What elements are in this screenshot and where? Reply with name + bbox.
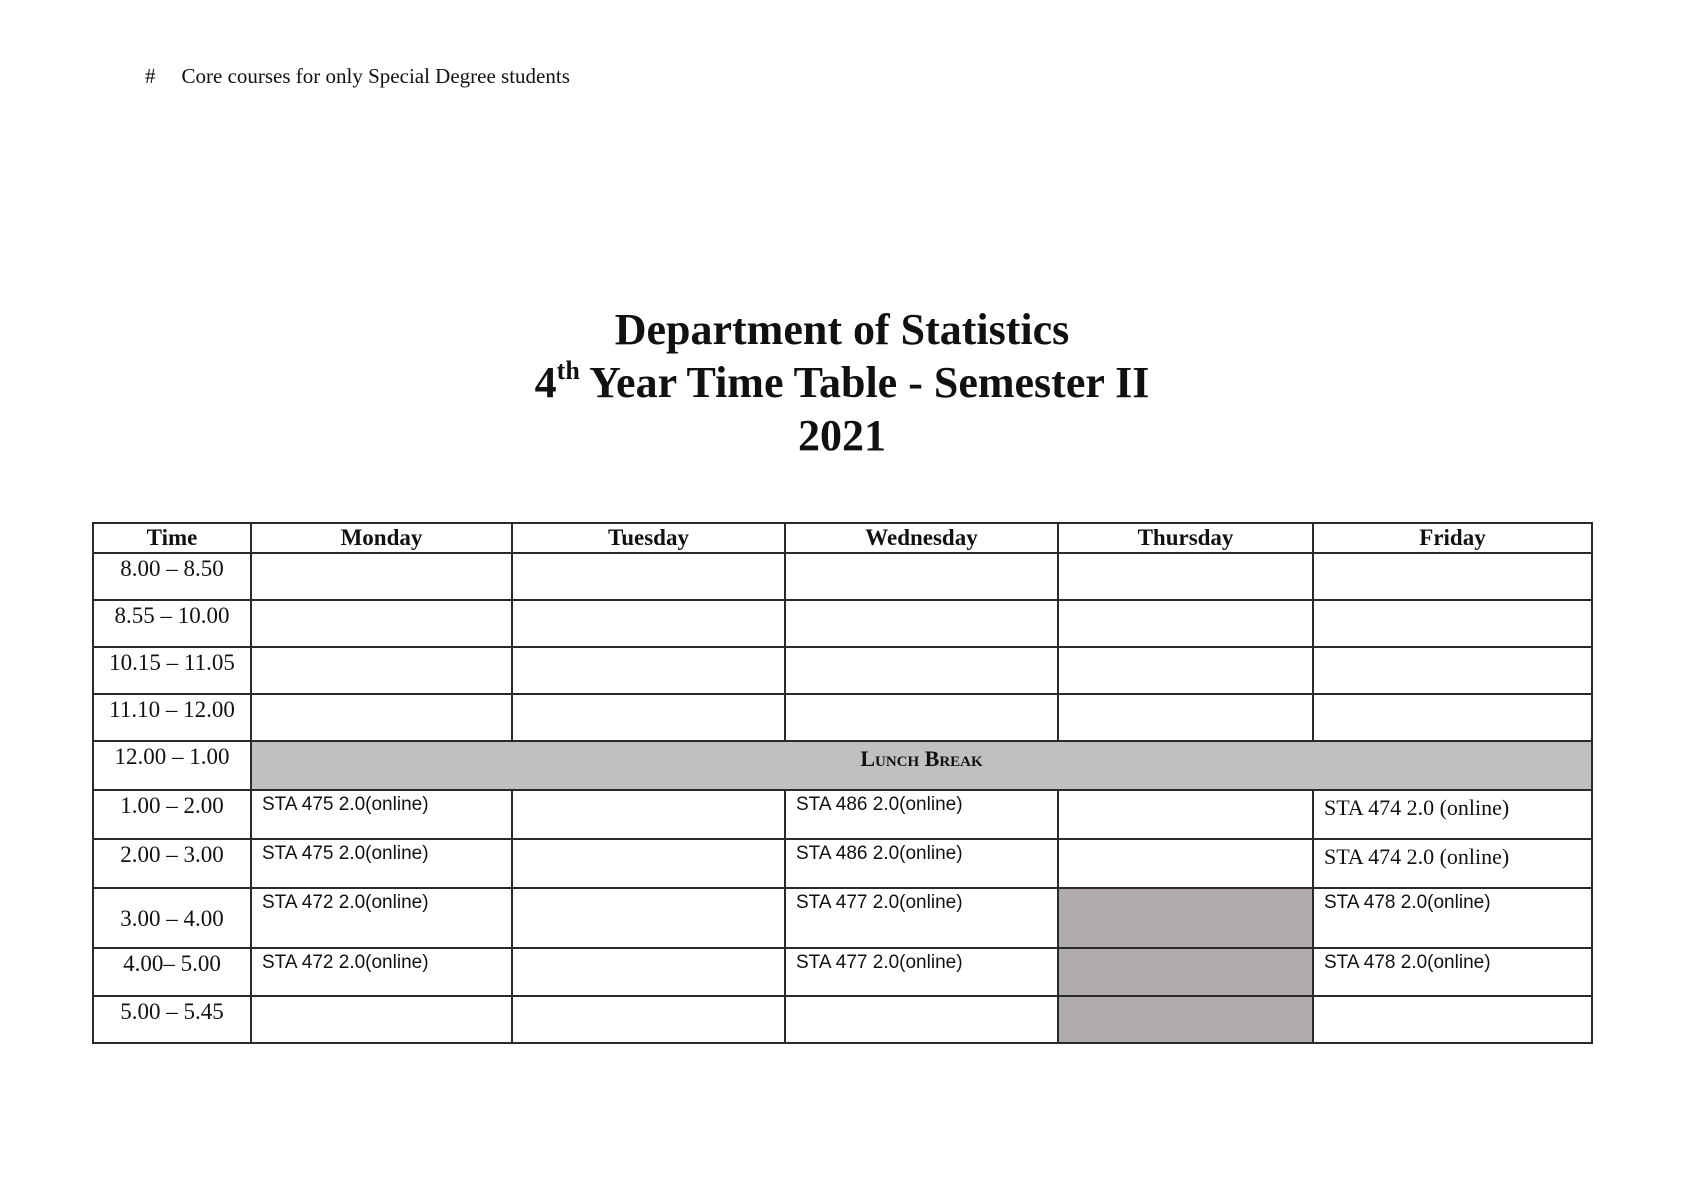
header-wednesday: Wednesday — [785, 523, 1058, 553]
footnote-symbol: # — [145, 64, 156, 88]
tuesday-cell — [512, 790, 785, 839]
table-row — [93, 790, 1592, 839]
thursday-cell — [1058, 600, 1313, 647]
wednesday-cell — [785, 553, 1058, 600]
year-number: 4 — [534, 358, 557, 407]
thursday-blocked-cell — [1058, 948, 1313, 996]
table-row — [93, 888, 1592, 948]
monday-cell — [251, 553, 512, 600]
table-row — [93, 647, 1592, 694]
table-row — [93, 694, 1592, 741]
thursday-cell — [1058, 553, 1313, 600]
tuesday-cell — [512, 948, 785, 996]
monday-cell — [251, 600, 512, 647]
header-monday: Monday — [251, 523, 512, 553]
tuesday-cell — [512, 888, 785, 948]
wednesday-cell: STA 486 2.0(online) — [785, 790, 1058, 839]
time-slot: 2.00 – 3.00 — [93, 839, 251, 888]
table-row — [93, 600, 1592, 647]
monday-cell: STA 475 2.0(online) — [251, 839, 512, 888]
time-slot: 8.00 – 8.50 — [93, 553, 251, 600]
wednesday-cell — [785, 647, 1058, 694]
thursday-cell — [1058, 790, 1313, 839]
friday-cell — [1313, 553, 1592, 600]
monday-cell: STA 472 2.0(online) — [251, 948, 512, 996]
friday-cell — [1313, 600, 1592, 647]
footnote — [145, 64, 570, 89]
tuesday-cell — [512, 647, 785, 694]
academic-year: 2021 — [798, 411, 886, 460]
wednesday-cell: STA 486 2.0(online) — [785, 839, 1058, 888]
timetable — [92, 522, 1593, 1044]
monday-cell: STA 472 2.0(online) — [251, 888, 512, 948]
thursday-blocked-cell — [1058, 996, 1313, 1043]
timetable-subtitle — [0, 356, 1684, 409]
wednesday-cell: STA 477 2.0(online) — [785, 888, 1058, 948]
header-time: Time — [93, 523, 251, 553]
tuesday-cell — [512, 839, 785, 888]
friday-cell: STA 474 2.0 (online) — [1313, 839, 1592, 888]
time-slot: 11.10 – 12.00 — [93, 694, 251, 741]
wednesday-cell: STA 477 2.0(online) — [785, 948, 1058, 996]
table-row — [93, 839, 1592, 888]
thursday-cell — [1058, 647, 1313, 694]
wednesday-cell — [785, 694, 1058, 741]
wednesday-cell — [785, 996, 1058, 1043]
tuesday-cell — [512, 600, 785, 647]
monday-cell — [251, 694, 512, 741]
header-row — [93, 523, 1592, 553]
document-title — [0, 303, 1684, 462]
lunch-break-cell: Lunch Break — [251, 741, 1592, 790]
friday-cell — [1313, 996, 1592, 1043]
table-row — [93, 948, 1592, 996]
lunch-row — [93, 741, 1592, 790]
thursday-blocked-cell — [1058, 888, 1313, 948]
friday-cell: STA 478 2.0(online) — [1313, 888, 1592, 948]
friday-cell: STA 474 2.0 (online) — [1313, 790, 1592, 839]
monday-cell — [251, 647, 512, 694]
footnote-text: Core courses for only Special Degree students — [181, 64, 570, 88]
time-slot: 3.00 – 4.00 — [93, 888, 251, 948]
wednesday-cell — [785, 600, 1058, 647]
friday-cell — [1313, 694, 1592, 741]
monday-cell — [251, 996, 512, 1043]
tuesday-cell — [512, 553, 785, 600]
monday-cell: STA 475 2.0(online) — [251, 790, 512, 839]
thursday-cell — [1058, 839, 1313, 888]
header-thursday: Thursday — [1058, 523, 1313, 553]
header-friday: Friday — [1313, 523, 1592, 553]
time-slot: 12.00 – 1.00 — [93, 741, 251, 790]
department-title: Department of Statistics — [614, 305, 1070, 354]
friday-cell: STA 478 2.0(online) — [1313, 948, 1592, 996]
thursday-cell — [1058, 694, 1313, 741]
time-slot: 5.00 – 5.45 — [93, 996, 251, 1043]
time-slot: 1.00 – 2.00 — [93, 790, 251, 839]
tuesday-cell — [512, 996, 785, 1043]
time-slot: 10.15 – 11.05 — [93, 647, 251, 694]
year-title-rest: Year Time Table - Semester II — [579, 358, 1150, 407]
time-slot: 4.00– 5.00 — [93, 948, 251, 996]
year-suffix: th — [556, 356, 580, 385]
header-tuesday: Tuesday — [512, 523, 785, 553]
table-row — [93, 553, 1592, 600]
tuesday-cell — [512, 694, 785, 741]
table-row — [93, 996, 1592, 1043]
friday-cell — [1313, 647, 1592, 694]
time-slot: 8.55 – 10.00 — [93, 600, 251, 647]
